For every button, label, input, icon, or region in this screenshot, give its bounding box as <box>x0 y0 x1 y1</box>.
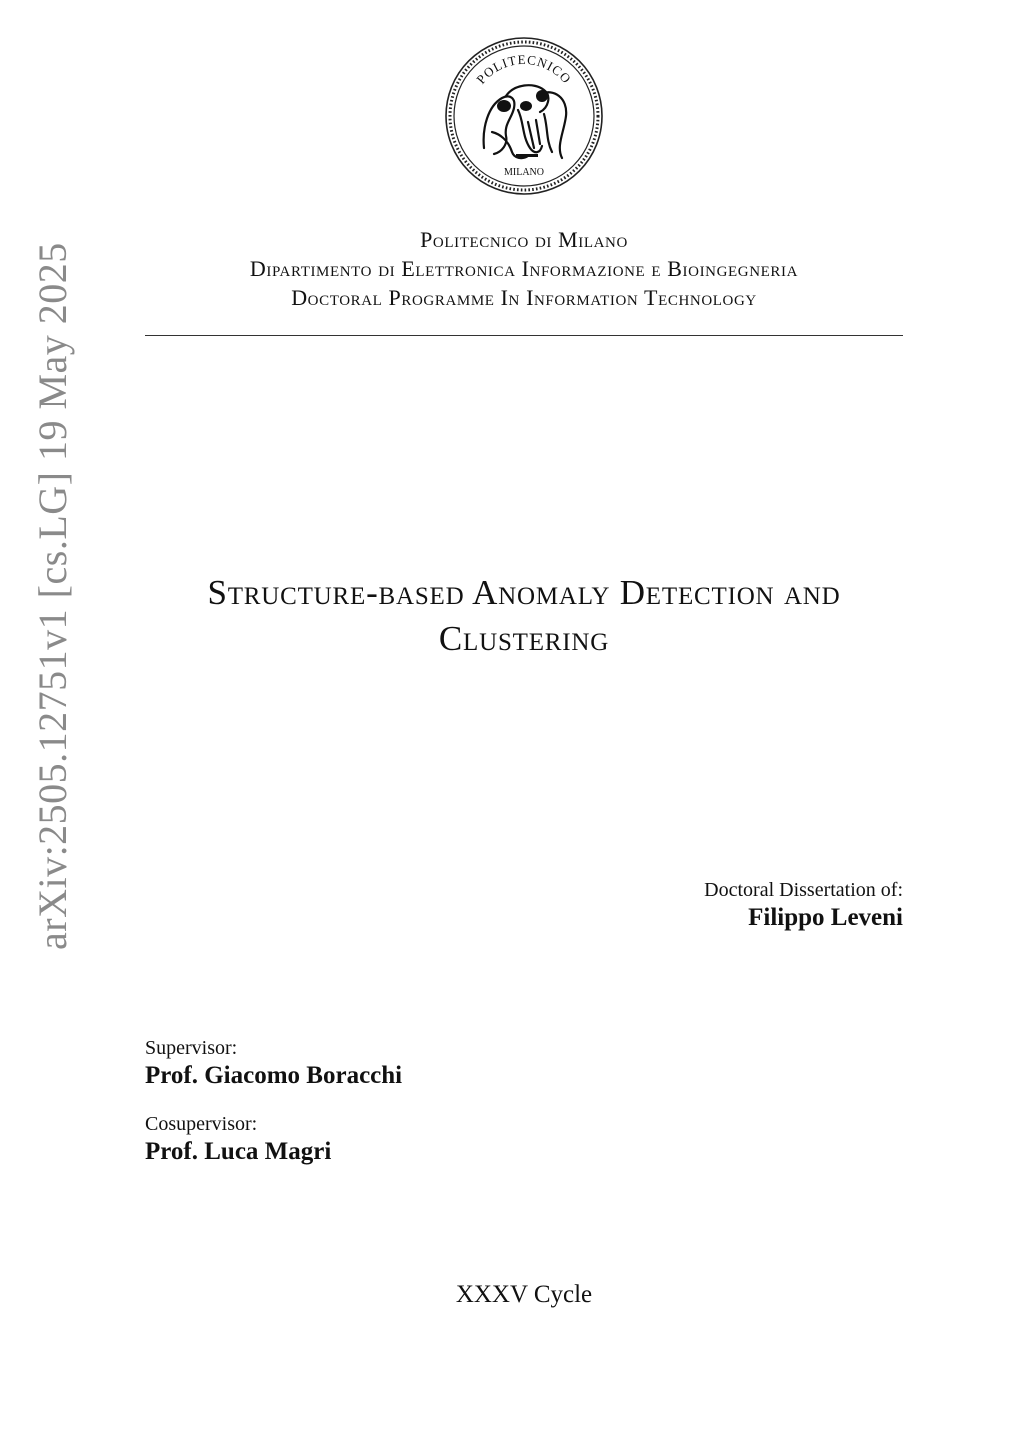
supervisor-name: Prof. Giacomo Boracchi <box>145 1062 403 1089</box>
cosupervisor-name: Prof. Luca Magri <box>145 1138 332 1165</box>
supervisor-label: Supervisor: <box>145 1037 238 1059</box>
cosupervisor-block <box>145 1112 331 1168</box>
programme-name: Doctoral Programme In Information Technology <box>291 285 757 310</box>
seal-bottom-text: MILANO <box>504 167 544 178</box>
seal-top-text: POLITECNICO <box>473 51 575 87</box>
thesis-title-line-1: Structure-based Anomaly Detection and <box>207 573 841 612</box>
dissertation-label: Doctoral Dissertation of: <box>704 879 903 901</box>
thesis-title-line-2: Clustering <box>438 619 610 658</box>
politecnico-seal-logo <box>444 36 604 196</box>
author-name: Filippo Leveni <box>748 904 903 931</box>
department-name: Dipartimento di Elettronica Informazione e Bioingegneria <box>249 256 799 281</box>
university-name: Politecnico di Milano <box>420 227 628 252</box>
doctoral-cycle: XXXV Cycle <box>455 1281 593 1308</box>
svg-text:POLITECNICO <box>473 52 574 87</box>
author-block <box>704 878 903 934</box>
cosupervisor-label: Cosupervisor: <box>145 1113 258 1135</box>
thesis-title <box>130 570 918 662</box>
arxiv-stamp: arXiv:2505.12751v1 [cs.LG] 19 May 2025 <box>30 242 75 950</box>
header-divider <box>145 335 903 336</box>
institution-block <box>145 225 903 312</box>
supervisor-block <box>145 1036 402 1092</box>
